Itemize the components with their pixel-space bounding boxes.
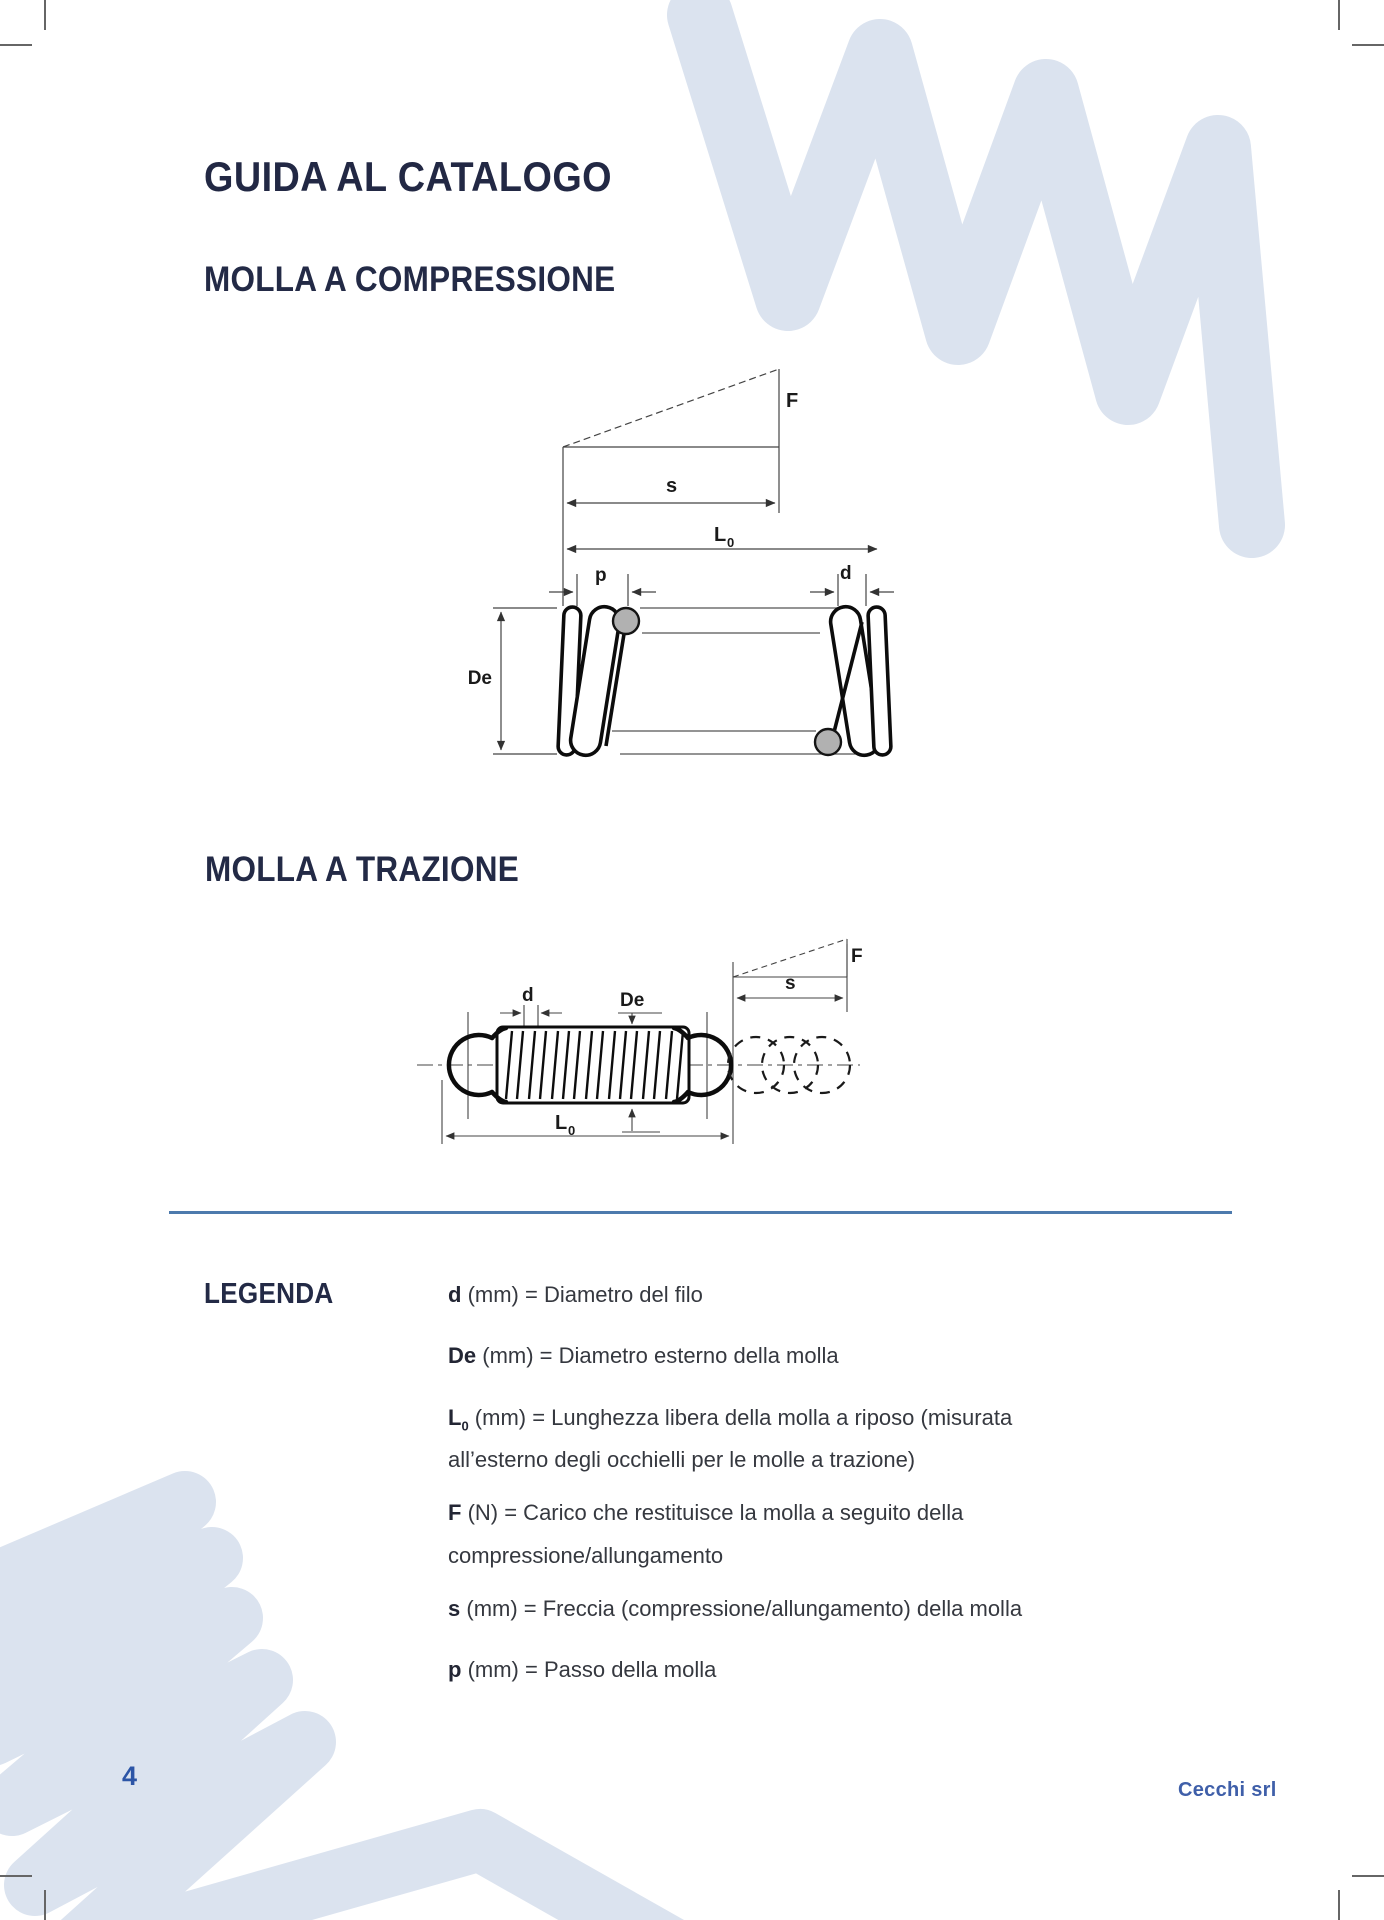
legend-symbol: F [448,1500,462,1526]
section-divider [169,1211,1232,1214]
dim-label-F: F [786,390,799,412]
page-number: 4 [122,1761,138,1791]
legend-definition: (mm) = Passo della molla [461,1656,717,1682]
legend-symbol: s [448,1595,461,1621]
compression-dimension-lines [493,369,894,754]
dim-label-L0-subscript: 0 [568,1123,576,1138]
page-title: GUIDA AL CATALOGO [204,153,613,200]
wire-cross-section [613,608,639,634]
legend-entry [448,1653,1108,1695]
section-heading-traction: MOLLA A TRAZIONE [205,850,520,889]
section-heading-compression: MOLLA A COMPRESSIONE [204,260,616,299]
legend-symbol: d [448,1282,462,1307]
compression-spring-diagram [430,350,950,780]
legend-entry [448,1496,1108,1572]
dim-label-L0: L [555,1112,568,1134]
legend-symbol: p [448,1656,462,1682]
dim-label-De: De [620,990,645,1011]
dim-label-s: s [785,973,796,994]
dim-label-d: d [522,985,534,1006]
legend-definition: (mm) = Lunghezza libera della molla a riposo (misurata all’esterno degli occhielli per le molle a trazione) [448,1404,1013,1473]
compression-spring-wire [558,605,891,758]
dim-label-L0: L [714,524,727,546]
legend-heading: LEGENDA [204,1278,334,1310]
wire-cross-section [815,729,841,755]
dim-label-s: s [666,475,678,497]
legend-definition: (mm) = Freccia (compressione/allungamento) della molla [460,1595,1023,1621]
traction-spring-diagram [380,920,900,1175]
legend-definition: (mm) = Diametro del filo [461,1282,703,1307]
legend-symbol-subscript: 0 [461,1418,469,1434]
legend-definition: (N) = Carico che restituisce la molla a seguito della compressione/allungamento [448,1500,964,1568]
legend-definition: (mm) = Diametro esterno della molla [476,1343,839,1369]
legend-symbol: L [448,1404,462,1430]
dim-label-F: F [851,946,863,967]
dim-label-d: d [840,563,852,584]
legend-entry [448,1339,1108,1381]
footer-brand: Cecchi srl [1178,1779,1277,1801]
dim-label-De: De [467,668,492,689]
legend-entry [448,1401,1108,1477]
dim-label-p: p [595,565,607,586]
dim-label-L0-subscript: 0 [727,535,735,550]
legend-entry [448,1278,1108,1320]
legend-entry [448,1592,1108,1634]
legend-symbol: De [448,1343,477,1369]
legend-list [448,1278,1108,1714]
